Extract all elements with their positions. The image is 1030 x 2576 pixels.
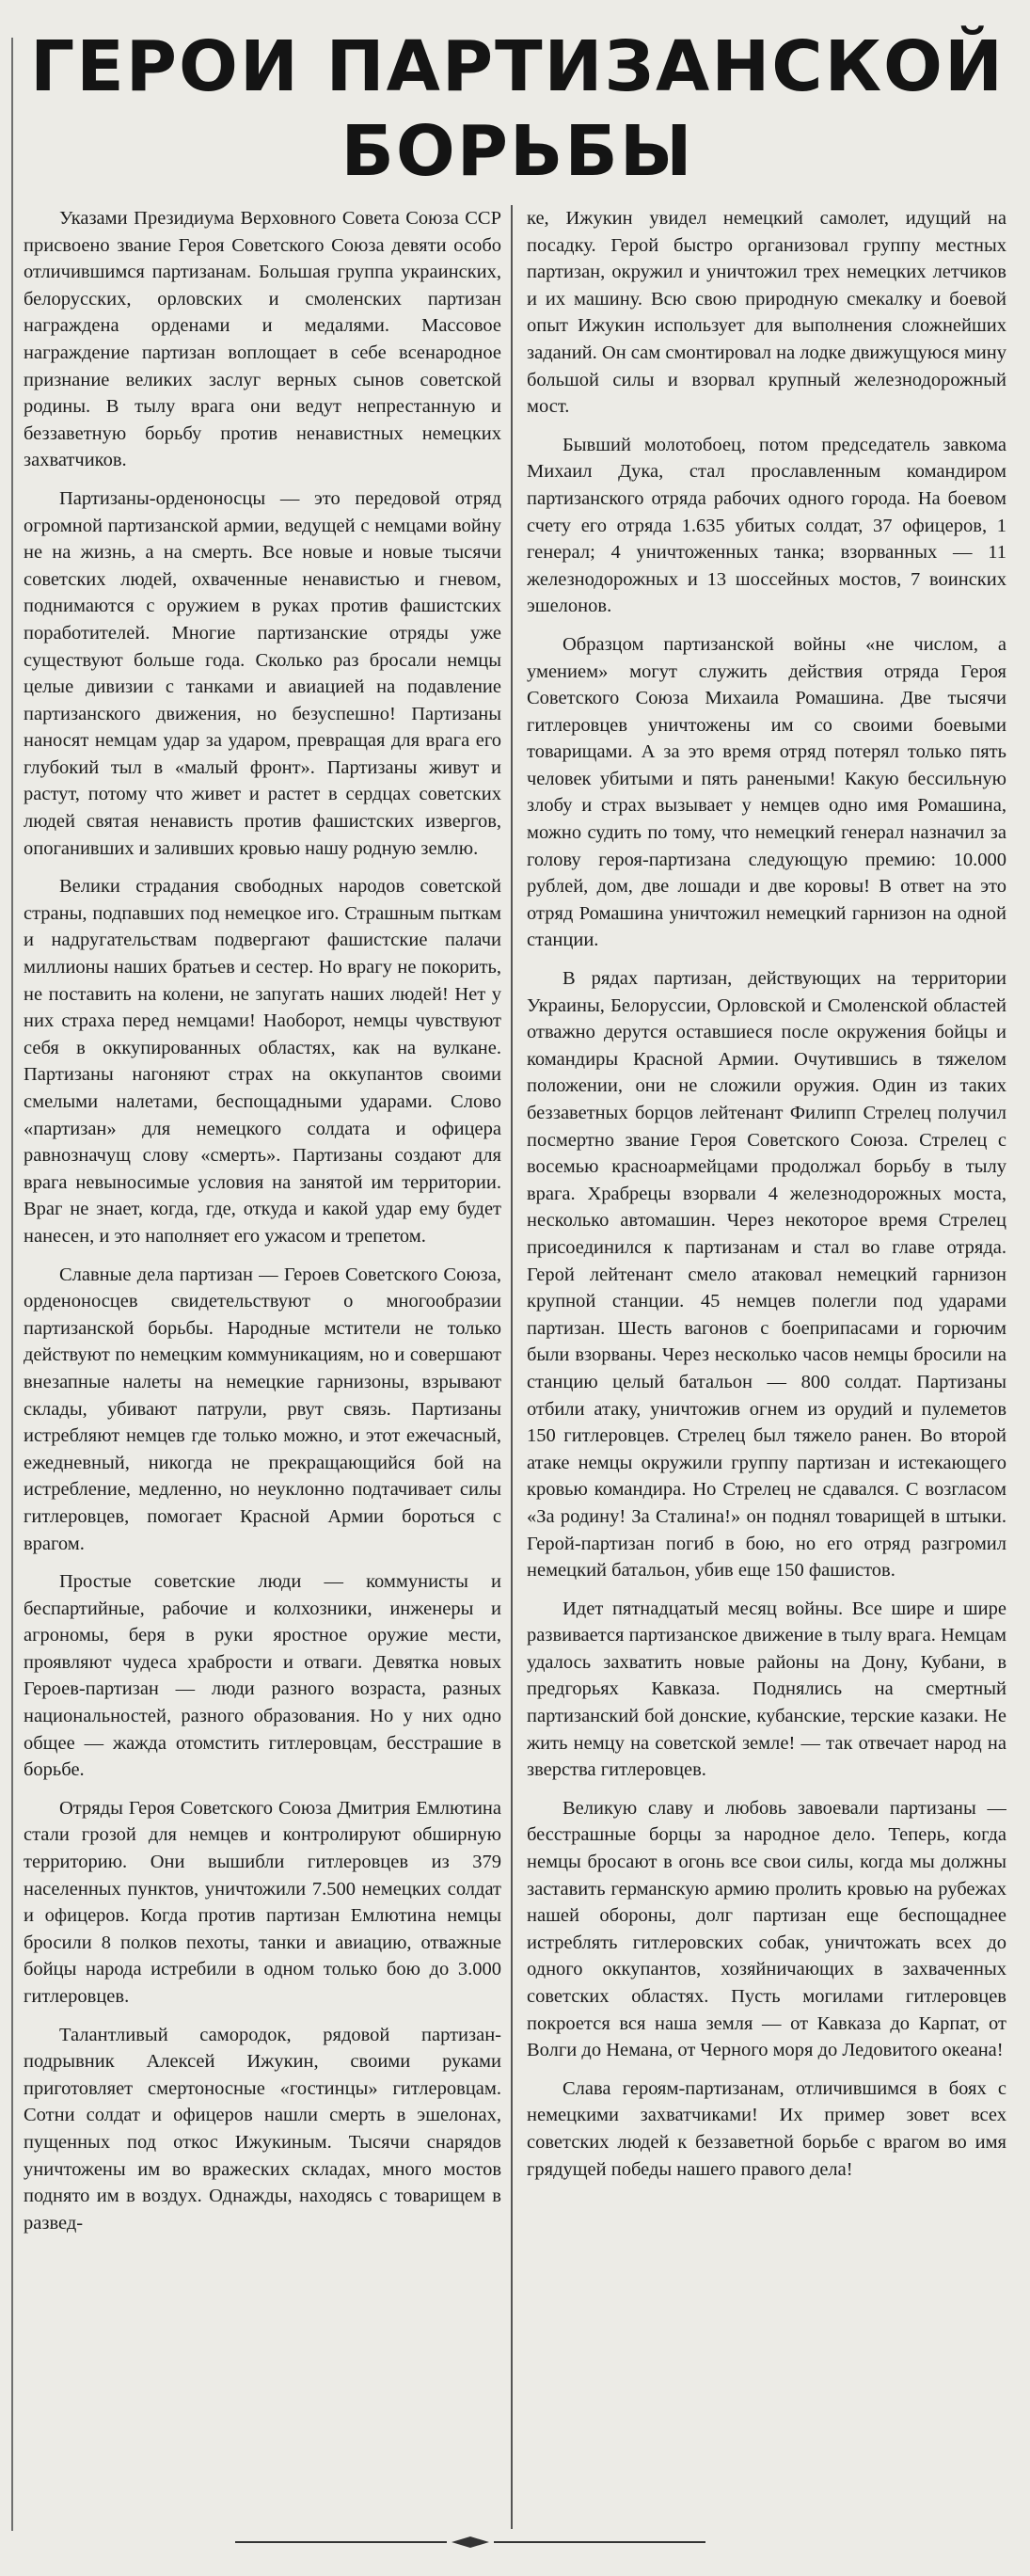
- paragraph: Простые советские люди — коммунисты и беспартийные, рабочие и колхозники, инженеры и агрономы, беря в руки яростное оружие мести, проявляют чудеса храбрости и отваги. Девятка новых Героев-партизан — люди разного возраста, разных национальностей, разного образования. Но у них одно общее — жажда отомстить гитлеровцам, бесстрашие в борьбе.: [24, 1571, 501, 1781]
- paragraph: Великую славу и любовь завоевали партизаны — бесстрашные борцы за народное дело. Теперь, когда немцы бросают в огонь все свои силы, когда мы должны заставить германскую армию пролить кровью на рубежах нашей обороны, долг партизан еще беспощаднее истреблять гитлеровских собак, уничтожать всех до одного оккупантов, хозяйничающих в захваченных советских областях. Пусть могилами гитлеровцев покроется вся наша земля — от Кавказа до Карпат, от Волги до Немана, от Черного моря до Ледовитого океана!: [527, 1797, 1006, 2061]
- paragraph: Образцом партизанской войны «не числом, а умением» могут служить действия отряда Героя Советского Союза Михаила Ромашина. Две тысячи гитлеровцев уничтожены им со своими боевыми товарищами. А за это время отряд потерял только пять человек убитыми и пять ранеными! Какую бессильную злобу и страх вызывает у немцев одно имя Ромашина, можно судить по тому, что немецкий генерал назначил за голову героя-партизана следующую премию: 10.000 рублей, дом, две лошади и две коровы! В ответ на это отряд Ромашина уничтожил немецкий гарнизон на одной станции.: [527, 633, 1006, 951]
- column-divider: [511, 205, 513, 2529]
- paragraph: Партизаны-орденоносцы — это передовой отряд огромной партизанской армии, ведущей с немцами войну не на жизнь, а на смерть. Все новые и новые тысячи советских людей, охваченные ненавистью и гневом, поднимаются с оружием в руках против фашистских поработителей. Многие партизанские отряды уже существуют больше года. Сколько раз бросали немцы целые дивизии с танками и авиацией на подавление партизанского движения, но безуспешно! Партизаны наносят немцам удар за ударом, превращая для врага его глубокий тыл в «малый фронт». Партизаны живут и растут, потому что живет и растет в сердцах советских людей святая ненависть против фашистских извергов, опоганивших и заливших кровью нашу родную землю.: [24, 487, 501, 859]
- paragraph: Бывший молотобоец, потом председатель завкома Михаил Дука, стал прославленным командиром партизанского отряда рабочих одного города. На боевом счету его отряда 1.635 убитых солдат, 37 офицеров, 1 генерал; 4 уничтоженных танка; взорванных — 11 железнодорожных и 13 шоссейных мостов, 7 воинских эшелонов.: [527, 434, 1006, 617]
- end-ornament-rule: [235, 2534, 705, 2551]
- headline-line-2: БОРЬБЫ: [341, 111, 694, 192]
- left-border-rule: [11, 38, 13, 2531]
- paragraph: Идет пятнадцатый месяц войны. Все шире и шире развивается партизанское движение в тылу врага. Немцам удалось захватить новые районы на Дону, Кубани, в предгорьях Кавказа. Поднялись на смертный партизанский бой донские, кубанские, терские казаки. Не жить немцу на советской земле! — так отвечает народ на зверства гитлеровцев.: [527, 1598, 1006, 1781]
- paragraph-continued: ке, Ижукин увидел немецкий самолет, идущий на посадку. Герой быстро организовал группу местных партизан, окружил и уничтожил трех немецких летчиков и их машину. Всю свою природную смекалку и боевой опыт Ижукин использует для выполнения сложнейших заданий. Он сам смонтировал на лодке движущуюся мину большой силы и взорвал крупный железнодорожный мост.: [527, 208, 1006, 418]
- paragraph: Слава героям-партизанам, отличившимся в боях с немецкими захватчиками! Их пример зовет всех советских людей к беззаветной борьбе с врагом во имя грядущей победы нашего правого дела!: [527, 2077, 1006, 2180]
- paragraph: В рядах партизан, действующих на территории Украины, Белоруссии, Орловской и Смоленской областей отважно дерутся оставшиеся после окружения бойцы и командиры Красной Армии. Очутившись в тяжелом положении, они не сложили оружия. Один из таких беззаветных борцов лейтенант Филипп Стрелец получил посмертно звание Героя Советского Союза. Стрелец с восемью красноармейцами продолжал борьбу в тылу врага. Храбрецы взорвали 4 железнодорожных моста, несколько автомашин. Через некоторое время Стрелец присоединился к партизанам и стал во главе отряда. Герой лейтенант смело атаковал немецкий гарнизон крупной станции. 45 немцев полегли под ударами партизан. Шесть вагонов с боеприпасами и горючим были взорваны. Через несколько часов немцы бросили на станцию целый батальон — 800 солдат. Партизаны отбили атаку, уничтожив огнем из орудий и пулеметов 150 гитлеровцев. Стрелец был тяжело ранен. Во второй атаке немцы окружили группу партизан и истекающего кровью командира. Но Стрелец не сдавался. С возгласом «За родину! За Сталина!» он поднял товарищей в штыки. Герой-партизан погиб в бою, но его отряд разгромил немецкий батальон, убив еще 150 фашистов.: [527, 968, 1006, 1582]
- paragraph: Велики страдания свободных народов советской страны, подпавших под немецкое иго. Страшным пыткам и надругательствам подвергают фашистские палачи миллионы наших братьев и сестер. Но врагу не покорить, не поставить на колени, не запугать наших людей! Нет у них страха перед немцами! Наоборот, немцы чувствуют себя в оккупированных областях, как на вулкане. Партизаны нагоняют страх на оккупантов своими смелыми налетами, беспощадными ударами. Слово «партизан» для немецкого солдата и офицера равнозначущ слову «смерть». Партизаны создают для врага невыносимые условия на занятой им территории. Враг не знает, когда, где, откуда и какой удар ему будет нанесен, и это наполняет его ужасом и трепетом.: [24, 876, 501, 1247]
- paragraph: Славные дела партизан — Героев Советского Союза, орденоносцев свидетельствуют о многообразии партизанской борьбы. Народные мстители не только действуют по немецким коммуникациям, но и совершают внезапные налеты на немецкие гарнизоны, взрывают склады, убивают патрули, рвут связь. Партизаны истребляют немцев где только можно, и этот ежечасный, ежедневный, никогда не прекращающийся бой на истребление, медленно, но неуклонно подтачивает силы гитлеровцев, помогает Красной Армии бороться с врагом.: [24, 1264, 501, 1554]
- headline-line-1: ГЕРОИ ПАРТИЗАНСКОЙ: [30, 26, 1005, 107]
- article-right-column: [527, 205, 1006, 2529]
- paragraph: Отряды Героя Советского Союза Дмитрия Емлютина стали грозой для немцев и контролируют обширную территорию. Они вышибли гитлеровцев из 379 населенных пунктов, уничтожили 7.500 немецких солдат и офицеров. Когда против партизан Емлютина немцы бросили 8 полков пехоты, танки и авиацию, отважные бойцы народа истребили в одном только бою до 3.000 гитлеровцев.: [24, 1797, 501, 2007]
- paragraph: Талантливый самородок, рядовой партизан-подрывник Алексей Ижукин, своими руками приготовляет смертоносные «гостинцы» гитлеровцам. Сотни солдат и офицеров нашли смерть в эшелонах, пущенных под откос Ижукиным. Тысячи снарядов уничтожены им во вражеских складах, много мостов поднято им в воздух. Однажды, находясь с товарищем в развед-: [24, 2024, 501, 2234]
- paragraph: Указами Президиума Верховного Совета Союза ССР присвоено звание Героя Советского Союза девяти особо отличившимся партизанам. Большая группа украинских, белорусских, орловских и смоленских партизан награждена орденами и медалями. Массовое награждение партизан воплощает в себе всенародное признание великих заслуг верных сынов советской родины. В тылу врага они ведут непрестанную и беззаветную борьбу против ненавистных немецких захватчиков.: [24, 208, 501, 471]
- article-left-column: [24, 205, 501, 2529]
